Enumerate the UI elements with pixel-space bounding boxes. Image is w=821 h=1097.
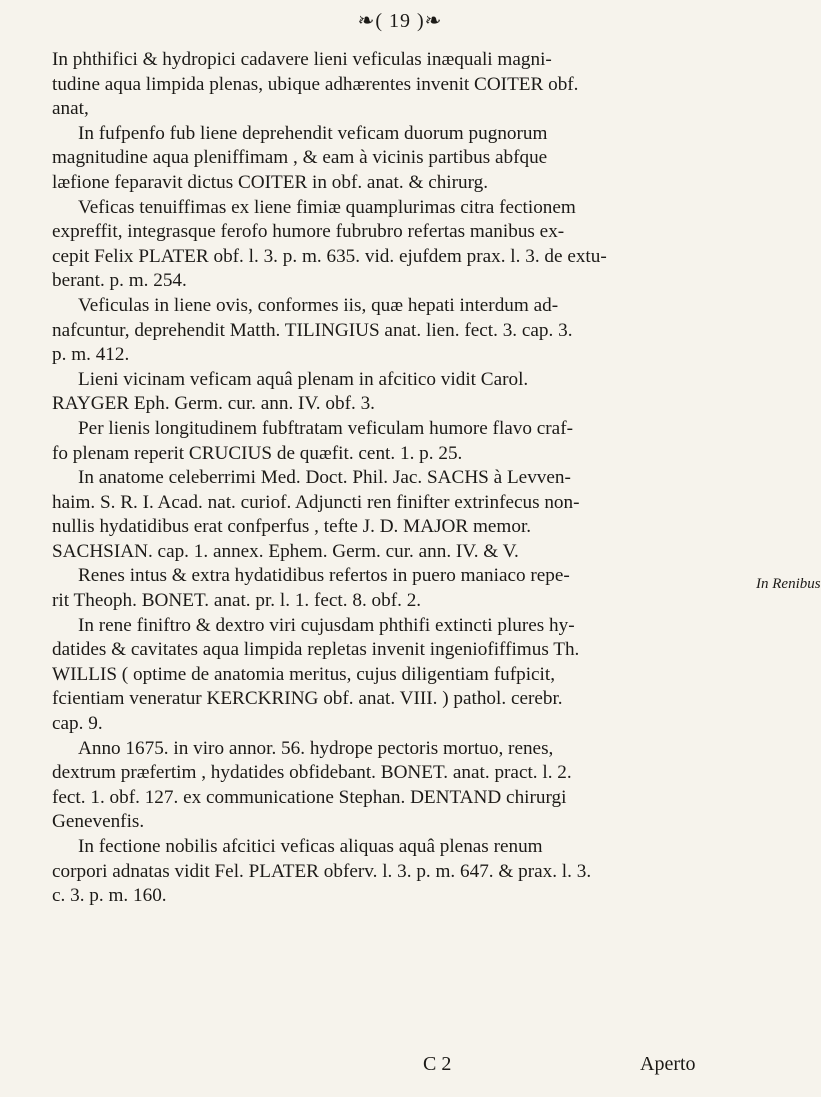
text-line: RAYGER Eph. Germ. cur. ann. IV. obf. 3.: [52, 393, 375, 415]
margin-note: In Renibus: [756, 576, 821, 592]
text-line: haim. S. R. I. Acad. nat. curiof. Adjuncti ren finifter extrinfecus non-: [52, 491, 580, 513]
text-line: magnitudine aqua pleniffimam , & eam à vicinis partibus abfque: [52, 147, 548, 169]
text-line: In anatome celeberrimi Med. Doct. Phil. Jac. SACHS à Levven-: [78, 467, 571, 489]
text-line: In rene finiftro & dextro viri cujusdam phthifi extincti plures hy-: [78, 614, 575, 636]
text-line: berant. p. m. 254.: [52, 270, 187, 292]
text-line: Veficas tenuiffimas ex liene fimiæ quamplurimas citra fectionem: [78, 196, 576, 218]
text-line: rit Theoph. BONET. anat. pr. l. 1. fect. 8. obf. 2.: [52, 590, 422, 612]
catchword: Aperto: [640, 1053, 696, 1075]
text-line: nafcuntur, deprehendit Matth. TILINGIUS anat. lien. fect. 3. cap. 3.: [52, 319, 573, 341]
text-line: dextrum præfertim , hydatides obfidebant. BONET. anat. pract. l. 2.: [52, 762, 572, 784]
text-line: SACHSIAN. cap. 1. annex. Ephem. Germ. cur. ann. IV. & V.: [52, 540, 519, 562]
text-line: læfione feparavit dictus COITER in obf. anat. & chirurg.: [52, 171, 489, 193]
text-line: In fectione nobilis afcitici veficas aliquas aquâ plenas renum: [78, 836, 543, 857]
text-line: expreffit, integrasque ferofo humore fubrubro refertas manibus ex-: [52, 221, 565, 243]
text-line: cepit Felix PLATER obf. l. 3. p. m. 635. vid. ejufdem prax. l. 3. de extu-: [52, 245, 607, 267]
text-line: fect. 1. obf. 127. ex communicatione Stephan. DENTAND chirurgi: [52, 786, 567, 808]
body-text: [52, 48, 752, 909]
signature-mark: C 2: [423, 1053, 452, 1075]
text-line: anat,: [52, 98, 89, 120]
text-line: nullis hydatidibus erat confperfus , tefte J. D. MAJOR memor.: [52, 516, 532, 538]
text-line: WILLIS ( optime de anatomia meritus, cujus diligentiam fufpicit,: [52, 663, 556, 685]
page-footer: [0, 1053, 800, 1083]
text-line: datides & cavitates aqua limpida repletas invenit ingeniofiffimus Th.: [52, 639, 580, 661]
text-line: tudine aqua limpida plenas, ubique adhærentes invenit COITER obf.: [52, 73, 579, 95]
text-line: Renes intus & extra hydatidibus refertos in puero maniaco repe-: [78, 565, 570, 587]
text-line: Lieni vicinam veficam aquâ plenam in afcitico vidit Carol.: [78, 368, 529, 390]
text-line: In phthifici & hydropici cadavere lieni veficulas inæquali magni-: [52, 49, 552, 70]
text-line: In fufpenfo fub liene deprehendit veficam duorum pugnorum: [78, 122, 548, 144]
text-line: Per lienis longitudinem fubftratam veficulam humore flavo craf-: [78, 417, 573, 439]
text-line: fo plenam reperit CRUCIUS de quæfit. cent. 1. p. 25.: [52, 442, 463, 464]
text-line: Genevenfis.: [52, 811, 145, 833]
text-line: Anno 1675. in viro annor. 56. hydrope pectoris mortuo, renes,: [78, 737, 554, 759]
page-header: ❧( 19 )❧: [357, 10, 443, 32]
text-line: corpori adnatas vidit Fel. PLATER obferv. l. 3. p. m. 647. & prax. l. 3.: [52, 860, 592, 882]
text-line: fcientiam veneratur KERCKRING obf. anat. VIII. ) pathol. cerebr.: [52, 688, 563, 710]
text-line: cap. 9.: [52, 713, 103, 735]
text-line: c. 3. p. m. 160.: [52, 885, 167, 907]
text-line: p. m. 412.: [52, 344, 130, 366]
text-line: Veficulas in liene ovis, conformes iis, quæ hepati interdum ad-: [78, 294, 559, 316]
